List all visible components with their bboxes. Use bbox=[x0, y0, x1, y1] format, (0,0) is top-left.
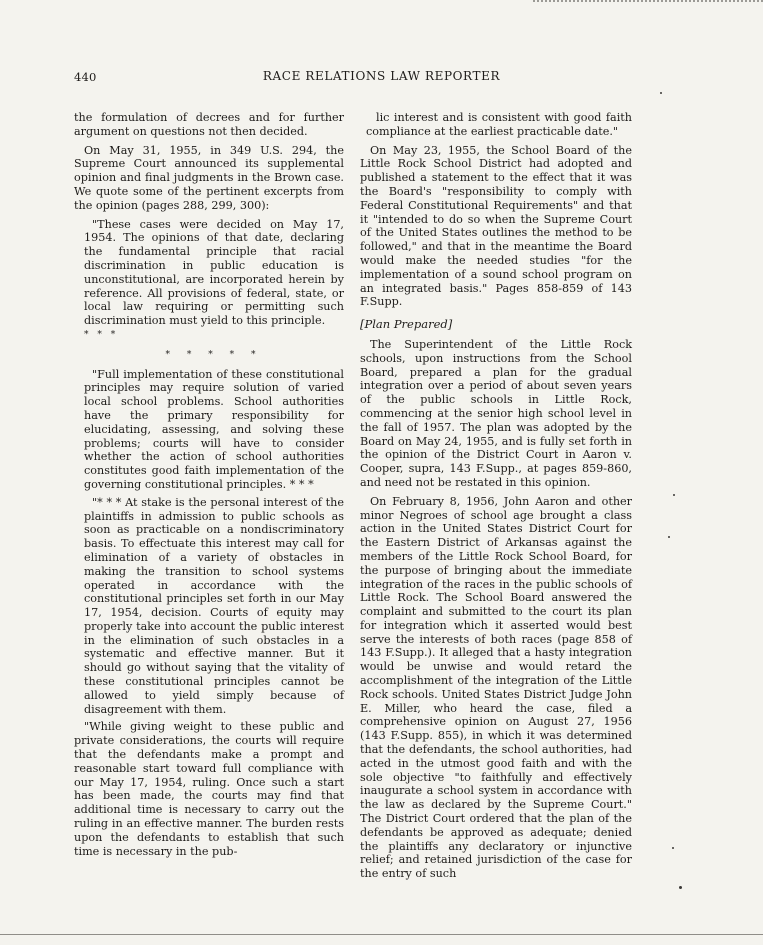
page-number: 440 bbox=[74, 70, 97, 84]
scan-speck bbox=[668, 536, 670, 538]
top-edge-rule bbox=[533, 0, 763, 2]
scan-speck bbox=[672, 847, 674, 849]
ellipsis-stars: * * * bbox=[84, 329, 119, 340]
scan-speck bbox=[660, 92, 662, 94]
quote-paragraph: "* * * At stake is the personal interest of the plaintiffs in admission to public schools as soon as practicable on a nondiscriminatory basis. To effectuate this interest may call for elimination of a variety of obstacles in making the transition to school systems operated in accordance with the constitutional principles set forth in our May 17, 1954, decision. Courts of equity may properly take into account the public interest in the elimination of such obstacles in a systematic and effective manner. But it should go without saying that the vitality of these constitutional principles cannot be allowed to yield simply because of disagreement with them. bbox=[84, 495, 344, 716]
section-heading: [Plan Prepared] bbox=[360, 317, 453, 332]
running-head: RACE RELATIONS LAW REPORTER bbox=[262, 69, 501, 83]
block-quote bbox=[84, 218, 344, 717]
quote-paragraph: lic interest and is consistent with good faith compliance at the earliest practicable date." bbox=[366, 111, 632, 138]
paragraph: The Superintendent of the Little Rock schools, upon instructions from the School Board, prepared a plan for the gradual integration over a period of about seven years of the public schools in Little Rock, commencing at the senior high school level in the fall of 1957. The plan was adopted by the Board on May 24, 1955, and is fully set forth in the opinion of the District Court in Aaron v. Cooper, supra, 143 F.Supp., at pages 859-860, and need not be restated in this opinion. bbox=[360, 337, 632, 489]
section-stars: * * * * * bbox=[165, 349, 263, 360]
quote-paragraph: "Full implementation of these constitutional principles may require solution of varied local school problems. School authorities have the primary responsibility for elucidating, assessing, and solving these problems; courts will have to consider whether the action of school authorities constitutes good faith implementation of the governing constitutional principles. * * * bbox=[84, 367, 344, 491]
paragraph: On February 8, 1956, John Aaron and other minor Negroes of school age brought a class action in the United States District Court for the Eastern District of Arkansas against the members of the Little Rock School Board, for the purpose of bringing about the immediate integration of the races in the public schools of Little Rock. The School Board answered the complaint and submitted to the court its plan for integration which it asserted would best serve the interests of both races (page 858 of 143 F.Supp.). It alleged that a hasty integration would be unwise and would retard the accomplishment of the integration of the Little Rock schools. United States District Judge John E. Miller, who heard the case, filed a comprehensive opinion on August 27, 1956 (143 F.Supp. 855), in which it was determined that the defendants, the school authorities, had acted in the utmost good faith and with the sole objective "to faithfully and effectively inaugurate a school system in accordance with the law as declared by the Supreme Court." The District Court ordered that the plan of the defendants be approved as adequate; denied the plaintiffs any declaratory or injunctive relief; and retained jurisdiction of the case for the entry of such bbox=[360, 494, 632, 881]
quote-paragraph: "While giving weight to these public and private considerations, the courts will require that the defendants make a prompt and reasonable start toward full compliance with our May 17, 1954, ruling. Once such a start has been made, the courts may find that additional time is necessary to carry out the ruling in an effective manner. The burden rests upon the defendants to establish that such time is necessary in the pub- bbox=[74, 720, 344, 858]
bottom-edge-rule bbox=[0, 934, 763, 935]
quote-paragraph: "These cases were decided on May 17, 1954. The opinions of that date, declaring the fundamental principle that racial discrimination in public education is unconstitutional, are incorporated herein by reference. All provisions of federal, state, or local law requiring or permitting such discrimination must yield to this principle. bbox=[84, 217, 344, 328]
left-column bbox=[74, 111, 344, 863]
right-column bbox=[360, 111, 632, 886]
paragraph: On May 23, 1955, the School Board of the Little Rock School District had adopted and published a statement to the effect that it was the Board's "responsibility to comply with Federal Constitutional Requirements" and that it "intended to do so when the Supreme Court of the United States outlines the method to be followed," and that in the meantime the Board would make the needed studies "for the implementation of a sound school program on an integrated basis." Pages 858-859 of 143 F.Supp. bbox=[360, 143, 632, 309]
paragraph: the formulation of decrees and for further argument on questions not then decided. bbox=[74, 111, 344, 138]
paragraph: On May 31, 1955, in 349 U.S. 294, the Supreme Court announced its supplemental opinion and final judgments in the Brown case. We quote some of the pertinent excerpts from the opinion (pages 288, 299, 300): bbox=[74, 143, 344, 212]
scan-speck bbox=[679, 886, 682, 889]
scan-speck bbox=[673, 494, 675, 496]
